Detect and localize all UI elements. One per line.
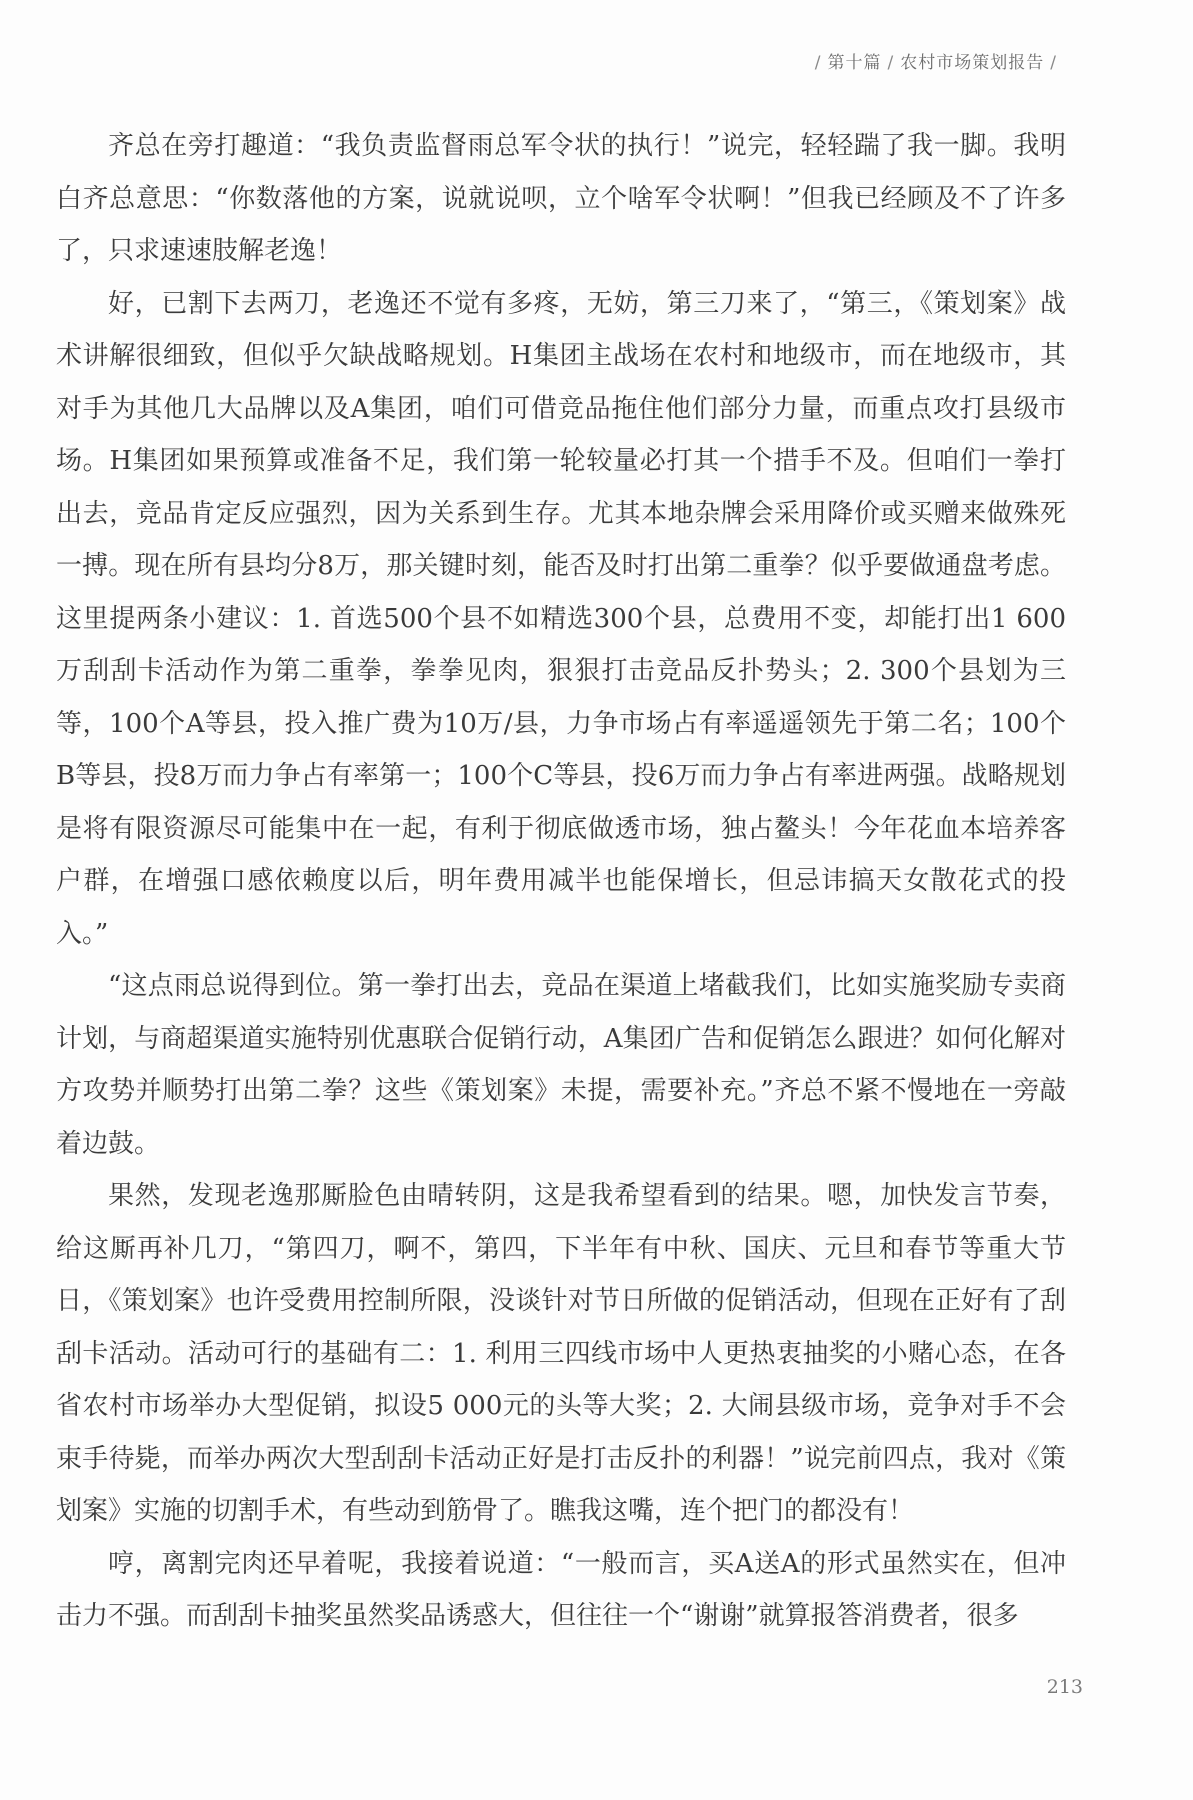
paragraph: 齐总在旁打趣道：“我负责监督雨总军令状的执行！”说完，轻轻踹了我一脚。我明白齐总意思：“你数落他的方案，说就说呗，立个啥军令状啊！”但我已经顾及不了许多了，只求速速肢解老逸！ (56, 131, 1066, 266)
page-number: 213 (1046, 1676, 1083, 1698)
header-divider: / (887, 53, 895, 73)
paragraph: “这点雨总说得到位。第一拳打出去，竞品在渠道上堵截我们，比如实施奖励专卖商计划，与商超渠道实施特别优惠联合促销行动，A集团广告和促销怎么跟进？如何化解对方攻势并顺势打出第二拳？这些《策划案》未提，需要补充。”齐总不紧不慢地在一旁敲着边鼓。 (56, 971, 1066, 1159)
header-chapter: 农村市场策划报告 (900, 53, 1045, 73)
header-divider: / (814, 53, 822, 73)
header-divider: / (1050, 53, 1057, 73)
header-section: 第十篇 (827, 53, 882, 73)
running-header (809, 48, 1063, 73)
paragraph: 果然，发现老逸那厮脸色由晴转阴，这是我希望看到的结果。嗯，加快发言节奏，给这厮再补几刀，“第四刀，啊不，第四，下半年有中秋、国庆、元旦和春节等重大节日，《策划案》也许受费用控制所限，没谈针对节日所做的促销活动，但现在正好有了刮刮卡活动。活动可行的基础有二：1. 利用三四线市场中人更热衷抽奖的小赌心态，在各省农村市场举办大型促销，拟设5 000元的头等大奖；2. 大闹县级市场，竞争对手不会束手待毙，而举办两次大型刮刮卡活动正好是打击反扑的利器！”说完前四点，我对《策划案》实施的切割手术，有些动到筋骨了。瞧我这嘴，连个把门的都没有！ (56, 1181, 1066, 1526)
body-text (56, 120, 1066, 1643)
paragraph: 哼，离割完肉还早着呢，我接着说道：“一般而言，买A送A的形式虽然实在，但冲击力不强。而刮刮卡抽奖虽然奖品诱惑大，但往往一个“谢谢”就算报答消费者，很多 (56, 1548, 1066, 1631)
paragraph: 好，已割下去两刀，老逸还不觉有多疼，无妨，第三刀来了，“第三，《策划案》战术讲解很细致，但似乎欠缺战略规划。H集团主战场在农村和地级市，而在地级市，其对手为其他几大品牌以及A集团，咱们可借竞品拖住他们部分力量，而重点攻打县级市场。H集团如果预算或准备不足，我们第一轮较量必打其一个措手不及。但咱们一拳打出去，竞品肯定反应强烈，因为关系到生存。尤其本地杂牌会采用降价或买赠来做殊死一搏。现在所有县均分8万，那关键时刻，能否及时打出第二重拳？似乎要做通盘考虑。这里提两条小建议：1. 首选500个县不如精选300个县，总费用不变，却能打出1 600万刮刮卡活动作为第二重拳，拳拳见肉，狠狠打击竞品反扑势头；2. 300个县划为三等，100个A等县，投入推广费为10万/县，力争市场占有率遥遥领先于第二名；100个B等县，投8万而力争占有率第一；100个C等县，投6万而力争占有率进两强。战略规划是将有限资源尽可能集中在一起，有利于彻底做透市场，独占鳌头！今年花血本培养客户群，在增强口感依赖度以后，明年费用减半也能保增长，但忌讳搞天女散花式的投入。” (56, 288, 1066, 949)
